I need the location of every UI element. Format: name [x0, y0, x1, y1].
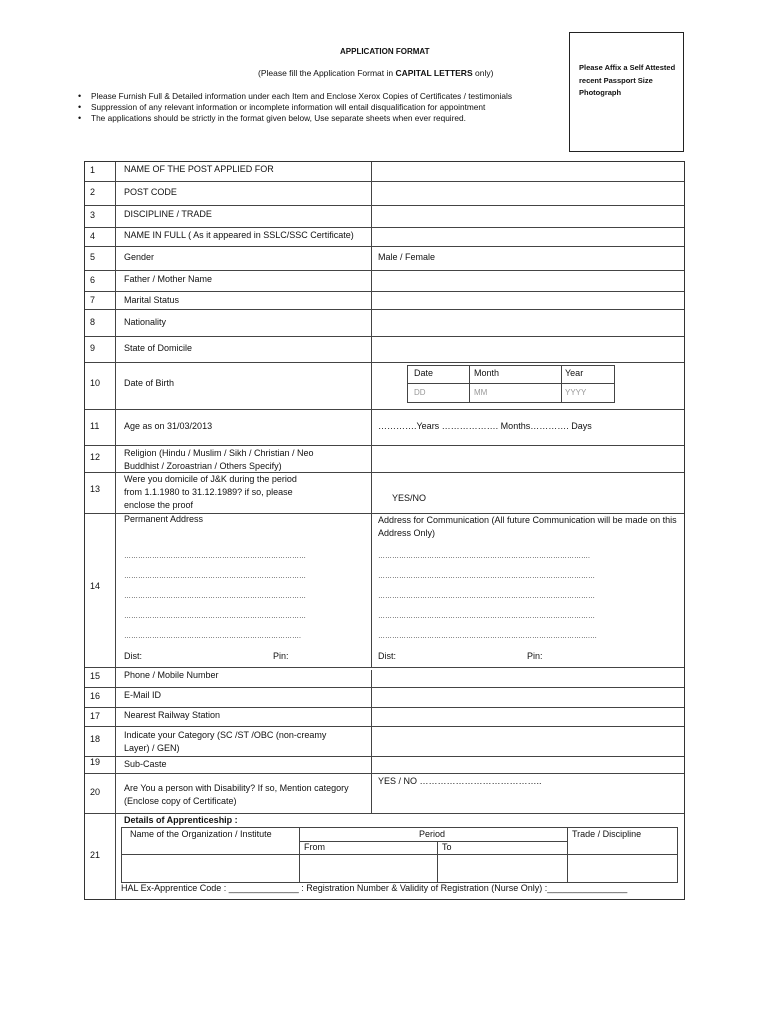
- row-line: [85, 813, 684, 814]
- row-label: Marital Status: [124, 295, 180, 305]
- address-divider: [371, 513, 372, 667]
- communication-address-label: Address for Communication (All future Communication will be made on this Address Only): [378, 515, 677, 538]
- dob-header-year: Year: [565, 368, 584, 378]
- row-label: DISCIPLINE / TRADE: [124, 209, 212, 219]
- appr-col-line: [299, 828, 300, 882]
- row-line: [85, 291, 684, 292]
- row-label: POST CODE: [124, 187, 177, 197]
- row-line: [85, 773, 684, 774]
- photo-box-label: Please Affix a Self Attested recent Passport Size Photograph: [579, 63, 676, 97]
- appr-row-line: [299, 841, 567, 842]
- bullet-item: • Suppression of any relevant information or incomplete information will entail disqualification for appointment: [78, 102, 512, 113]
- instruction-line: [258, 68, 493, 78]
- communication-dist-label: Dist:: [378, 651, 396, 661]
- row-number: 9: [90, 343, 96, 353]
- row-label: Age as on 31/03/2013: [124, 421, 213, 431]
- row-number: 5: [90, 252, 96, 262]
- row-number: 4: [90, 231, 96, 241]
- row-label: Phone / Mobile Number: [124, 670, 219, 680]
- appr-col-org: Name of the Organization / Institute: [130, 829, 272, 839]
- row-number: 16: [90, 691, 101, 701]
- row-number: 20: [90, 787, 101, 797]
- instruction-caps: CAPITAL LETTERS: [395, 68, 473, 78]
- page-title: APPLICATION FORMAT: [340, 47, 430, 56]
- row-label: Were you domicile of J&K during the period from 1.1.1980 to 31.12.1989? if so, please enclose the proof: [124, 474, 297, 510]
- row-label: E-Mail ID: [124, 690, 162, 700]
- apprenticeship-footer[interactable]: HAL Ex-Apprentice Code : ______________ : Registration Number & Validity of Registration (Nurse Only) :________________: [121, 883, 628, 893]
- row-line: [85, 707, 684, 708]
- row-label: State of Domicile: [124, 343, 193, 353]
- row-number: 6: [90, 275, 96, 285]
- row-label: Father / Mother Name: [124, 274, 213, 284]
- dob-row-line: [408, 383, 614, 384]
- instruction-bullets: [78, 91, 512, 124]
- row-label: Gender: [124, 252, 155, 262]
- appr-col-to: To: [442, 842, 452, 852]
- row-line: [85, 246, 684, 247]
- row-number: 17: [90, 711, 101, 721]
- row-number: 10: [90, 378, 101, 388]
- appr-col-from: From: [304, 842, 325, 852]
- row-line: [85, 227, 684, 228]
- row-number: 18: [90, 734, 101, 744]
- communication-address-line[interactable]: …………………………………………………………………………………: [378, 593, 595, 600]
- permanent-address-line[interactable]: ……………………………………………………………………: [124, 613, 306, 620]
- dob-header-month: Month: [474, 368, 500, 378]
- col-divider-number: [115, 162, 116, 899]
- communication-pin-label: Pin:: [527, 651, 543, 661]
- row-label: Nationality: [124, 317, 167, 327]
- dob-year-input[interactable]: YYYY: [565, 388, 587, 397]
- row-label: Religion (Hindu / Muslim / Sikh / Christian / Neo Buddhist / Zoroastrian / Others Specify): [124, 448, 314, 471]
- row-label: Indicate your Category (SC /ST /OBC (non-creamy Layer) / GEN): [124, 730, 327, 753]
- jk-domicile-options[interactable]: YES/NO: [392, 493, 427, 503]
- dob-month-input[interactable]: MM: [474, 388, 488, 397]
- bullet-item: • Please Furnish Full & Detailed information under each Item and Enclose Xerox Copies of Certificates / testimonials: [78, 91, 512, 102]
- row-line: [85, 205, 684, 206]
- row-number: 13: [90, 484, 101, 494]
- communication-address-line[interactable]: …………………………………………………………………………………: [378, 613, 595, 620]
- communication-address-line[interactable]: …………………………………………………………………………………: [378, 573, 595, 580]
- row-number: 14: [90, 581, 101, 591]
- gender-options[interactable]: Male / Female: [378, 252, 436, 262]
- bullet-item: • The applications should be strictly in the format given below, Use separate sheets when ever required.: [78, 113, 512, 124]
- row-line: [85, 756, 684, 757]
- row-line: [85, 409, 684, 410]
- row-line: [85, 270, 684, 271]
- application-form-table: [84, 161, 685, 900]
- row-line: [85, 445, 684, 446]
- row-number: 15: [90, 671, 101, 681]
- row-line: [85, 362, 684, 363]
- permanent-address-line[interactable]: ……………………………………………………………………: [124, 593, 306, 600]
- row-number: 19: [90, 757, 101, 767]
- row-label: NAME IN FULL ( As it appeared in SSLC/SSC Certificate): [124, 230, 354, 240]
- row-number: 7: [90, 295, 96, 305]
- dob-table: [407, 365, 615, 403]
- col-divider-value: [371, 670, 372, 813]
- row-label: NAME OF THE POST APPLIED FOR: [124, 164, 274, 174]
- row-number: 2: [90, 187, 96, 197]
- row-number: 11: [90, 421, 100, 431]
- dob-date-input[interactable]: DD: [414, 388, 426, 397]
- permanent-address-line[interactable]: ………………………………………………………………….: [124, 633, 301, 640]
- row-number: 21: [90, 850, 101, 860]
- permanent-address-label: Permanent Address: [124, 514, 204, 524]
- instruction-suffix: only): [472, 68, 494, 78]
- row-label: Sub-Caste: [124, 759, 167, 769]
- dob-col-line: [469, 366, 470, 402]
- appr-col-trade: Trade / Discipline: [572, 829, 642, 839]
- row-number: 8: [90, 317, 96, 327]
- appr-row-line: [122, 854, 677, 855]
- row-number: 3: [90, 210, 96, 220]
- permanent-address-line[interactable]: ……………………………………………………………………: [124, 573, 306, 580]
- instruction-prefix: (Please fill the Application Format in: [258, 68, 396, 78]
- row-line: [85, 726, 684, 727]
- row-line: [85, 336, 684, 337]
- appr-col-period: Period: [419, 829, 446, 839]
- communication-address-line[interactable]: ……………………………………………………………………………….: [378, 553, 590, 560]
- row-label: Are You a person with Disability? If so, Mention category (Enclose copy of Certificate): [124, 783, 349, 806]
- row-line: [85, 309, 684, 310]
- row-line: [85, 181, 684, 182]
- photo-box[interactable]: [569, 32, 684, 152]
- row-label: Date of Birth: [124, 378, 175, 388]
- permanent-dist-label: Dist:: [124, 651, 142, 661]
- apprenticeship-table: [121, 827, 678, 883]
- disability-value[interactable]: YES / NO …………………………………..: [378, 776, 542, 786]
- appr-col-line: [437, 841, 438, 882]
- row-number: 1: [90, 165, 96, 175]
- row-line: [85, 687, 684, 688]
- row-label: Nearest Railway Station: [124, 710, 221, 720]
- communication-address-line[interactable]: ……………………………………………………………………………….…: [378, 633, 597, 640]
- permanent-pin-label: Pin:: [273, 651, 289, 661]
- row-line: [85, 667, 684, 668]
- row-number: 12: [90, 452, 101, 462]
- apprenticeship-heading: Details of Apprenticeship :: [124, 815, 238, 825]
- permanent-address-line[interactable]: ……………………………………………………………………: [124, 553, 306, 560]
- appr-col-line: [567, 828, 568, 882]
- age-value[interactable]: ………….Years ………………. Months…………. Days: [378, 421, 592, 431]
- dob-col-line: [561, 366, 562, 402]
- dob-header-date: Date: [414, 368, 434, 378]
